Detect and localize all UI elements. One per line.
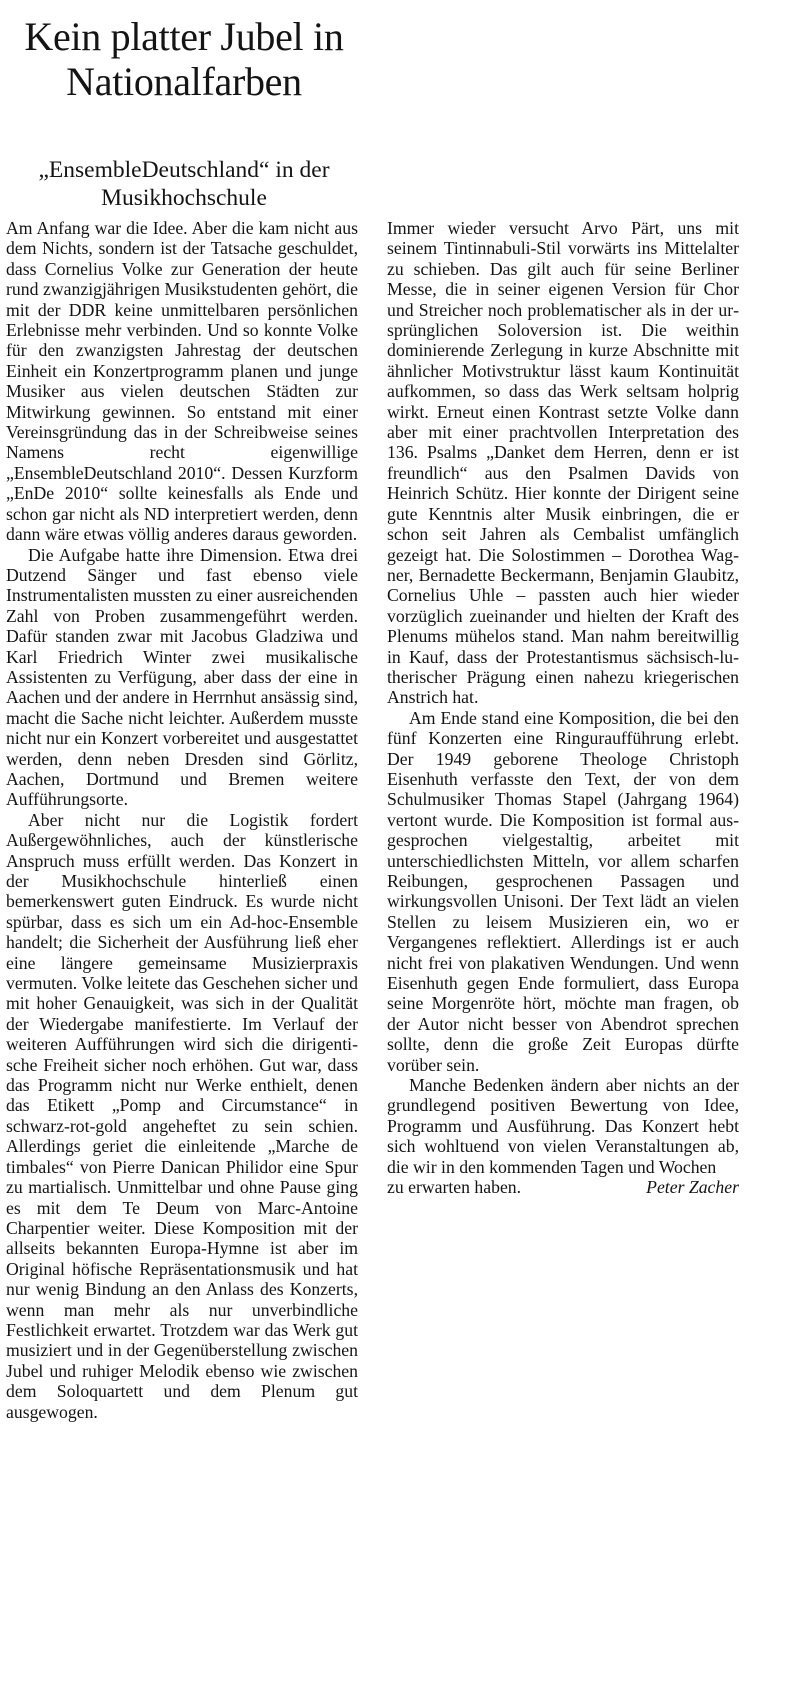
paragraph: Die Aufgabe hatte ihre Dimension. Etwa drei Dutzend Sänger und fast ebenso viele Instrumentalisten mussten zu einer ausreichenden Zahl von Proben zusammengeführt werden. Dafür standen zwar mit Jacobus Gladziwa und Karl Friedrich Winter zwei musikalische Assistenten zu Verfügung, aber dass der eine in Aachen und der andere in Herrnhut ansässig sind, macht die Sache nicht leichter. Außerdem musste nicht nur ein Konzert vorbereitet und ausgestattet werden, denn neben Dresden sind Görlitz, Aachen, Dortmund und Bremen weitere Aufführungsorte. — [6, 544, 358, 810]
paragraph: Manche Bedenken ändern aber nichts an der grundlegend positiven Bewertung von Idee, Programm und Ausführung. Das Konzert hebt sich wohltuend von vielen Veranstaltungen ab, die wir in den kommenden Tagen und Wochen — [387, 1075, 739, 1177]
closing-text: zu erwarten haben. — [387, 1177, 522, 1198]
article-column-left — [6, 218, 358, 1422]
paragraph: Aber nicht nur die Logistik fordert Außergewöhnliches, auch der künstlerische Anspruch muss erfüllt werden. Das Konzert in der Musikhochschule hinterließ einen bemerkenswert guten Eindruck. Es wurde nicht spürbar, dass es sich um ein Ad-hoc-Ensemble handelt; die Sicherheit der Ausführung ließ eher eine längere gemeinsame Musizierpraxis vermuten. Volke leitete das Geschehen sicher und mit hoher Genauigkeit, was sich in der Qualität der Wiedergabe manifestierte. Im Verlauf der weiteren Aufführungen wird sich die dirigentische Freiheit sicher noch erhöhen. Gut war, dass das Programm nicht nur Werke enthielt, denen das Etikett „Pomp and Circumstance“ in schwarz-rot-gold angeheftet zu sein schien. Allerdings geriet die einleitende „Marche de timbales“ von Pierre Danican Philidor eine Spur zu martialisch. Unmittelbar und ohne Pause ging es mit dem Te Deum von Marc-Antoine Charpentier weiter. Diese Komposition mit der allseits bekannten Europa-Hymne ist aber im Original höfische Repräsentationsmusik und hat nur wenig Bindung an den Anlass des Konzerts, wenn man mehr als nur unverbindliche Festlichkeit erwartet. Trotzdem war das Werk gut musiziert und in der Gegenüberstellung zwischen Jubel und ruhiger Melodik ebenso wie zwischen dem Soloquartett und dem Plenum gut ausgewogen. — [6, 809, 358, 1422]
paragraph: Immer wieder versucht Arvo Pärt, uns mit seinem Tintinnabuli-Stil vorwärts ins Mittelalter zu schieben. Das gilt auch für seine Berliner Messe, die in seiner eigenen Version für Chor und Streicher noch problematischer als in der ursprünglichen Soloversion ist. Die weithin dominierende Zerlegung in kurze Abschnitte mit ähnlicher Motivstruktur lässt kaum Kontinuität aufkommen, so dass das Werk seltsam holprig wirkt. Erneut einen Kontrast setzte Volke dann aber mit einer prachtvollen Interpretation des 136. Psalms „Danket dem Herren, denn er ist freundlich“ aus den Psalmen Davids von Heinrich Schütz. Hier konnte der Dirigent seine gute Kenntnis alter Musik einbringen, die er schon seit Jahren als Cembalist umfänglich gezeigt hat. Die Solostimmen – Dorothea Wagner, Bernadette Beckermann, Benjamin Glaubitz, Cornelius Uhle – passten auch hier wieder vorzüglich zueinander und hielten der Kraft des Plenums mühelos stand. Man nahm bereitwillig in Kauf, dass der Protestantismus sächsisch-lutherischer Prägung einen nahezu kriegerischen Anstrich hat. — [387, 218, 739, 708]
author-signature: Peter Zacher — [646, 1177, 739, 1198]
paragraph: Am Ende stand eine Komposition, die bei den fünf Konzerten eine Ringuraufführung erlebt. Der 1949 geborene Theologe Christoph Eisenhuth verfasste den Text, der von dem Schulmusiker Thomas Stapel (Jahrgang 1964) vertont wurde. Die Komposition ist formal ausgesprochen vielgestaltig, arbeitet mit unterschiedlichsten Mitteln, vor allem scharfen Reibungen, gesprochenen Passagen und wirkungsvollen Unisoni. Der Text lädt an vielen Stellen zu leisem Musizieren ein, wo er Vergangenes reflektiert. Allerdings ist er auch nicht frei von plakativen Wendungen. Und wenn Eisenhuth gegen Ende formuliert, dass Europa seine Morgenröte hört, möchte man fragen, ob der Autor nicht besser von Abendrot sprechen sollte, denn die große Zeit Europas dürfte vorüber sein. — [387, 707, 739, 1075]
closing-line — [387, 1177, 739, 1197]
paragraph: Am Anfang war die Idee. Aber die kam nicht aus dem Nichts, sondern ist der Tatsache geschuldet, dass Cornelius Volke zur Generation der heute rund zwanzigjährigen Musikstudenten gehört, die mit der DDR keine unmittelbaren persönlichen Erlebnisse mehr verbinden. Und so konnte Volke für den zwanzigsten Jahrestag der deutschen Einheit ein Konzertprogramm planen und junge Musiker aus vielen deutschen Städten zur Mitwirkung gewinnen. So entstand mit einer Vereinsgründung das in der Schreibweise seines Namens recht eigenwillige „EnsembleDeutschland 2010“. Dessen Kurzform „EnDe 2010“ sollte keinesfalls als Ende und schon gar nicht als ND interpretiert werden, denn dann wäre etwas völlig anderes daraus geworden. — [6, 218, 358, 545]
headline: Kein platter Jubel in Nationalfarben — [24, 14, 344, 104]
article-column-right — [387, 218, 739, 1198]
subheadline: „EnsembleDeutschland“ in der Musikhochschule — [38, 157, 330, 211]
